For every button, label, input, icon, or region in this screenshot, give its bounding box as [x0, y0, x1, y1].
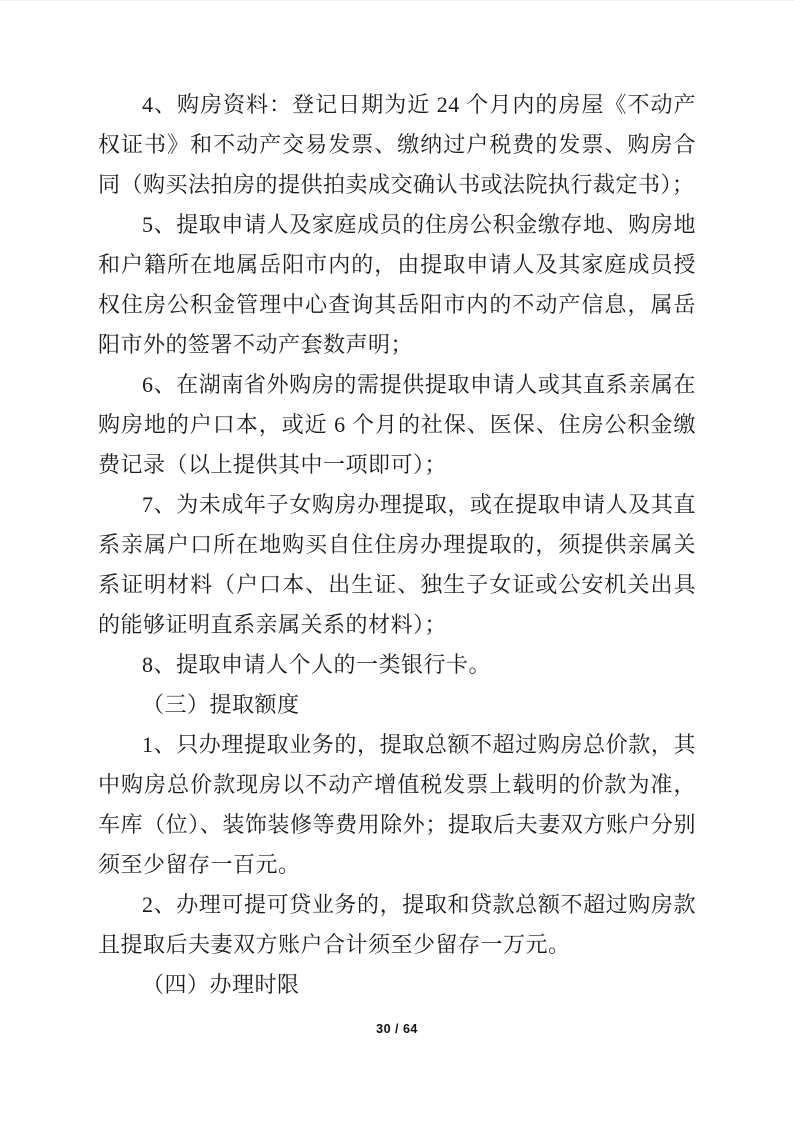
page-number: 30 / 64	[376, 1022, 418, 1036]
paragraph-out-of-province: 6、在湖南省外购房的需提供提取申请人或其直系亲属在购房地的户口本，或近 6 个月的社保、医保、住房公积金缴费记录（以上提供其中一项即可）；	[98, 372, 696, 477]
document-body	[98, 85, 696, 1005]
paragraph-purchase-documents: 4、购房资料：登记日期为近 24 个月内的房屋《不动产权证书》和不动产交易发票、缴纳过户税费的发票、购房合同（购买法拍房的提供拍卖成交确认书或法院执行裁定书）；	[98, 92, 696, 197]
section-heading-processing-time: （四）办理时限	[142, 972, 300, 997]
paragraph-withdraw-and-loan-limit: 2、办理可提可贷业务的，提取和贷款总额不超过购房款且提取后夫妻双方账户合计须至少留存一万元。	[98, 892, 696, 957]
paragraph-local-property-query: 5、提取申请人及家庭成员的住房公积金缴存地、购房地和户籍所在地属岳阳市内的，由提取申请人及其家庭成员授权住房公积金管理中心查询其岳阳市内的不动产信息，属岳阳市外的签署不动产套数声明；	[98, 212, 696, 357]
section-heading-withdrawal-quota: （三）提取额度	[142, 692, 300, 717]
paragraph-minor-children: 7、为未成年子女购房办理提取，或在提取申请人及其直系亲属户口所在地购买自住住房办理提取的，须提供亲属关系证明材料（户口本、出生证、独生子女证或公安机关出具的能够证明直系亲属关系的材料）；	[98, 492, 696, 637]
paragraph-withdrawal-only-limit: 1、只办理提取业务的，提取总额不超过购房总价款，其中购房总价款现房以不动产增值税发票上载明的价款为准，车库（位）、装饰装修等费用除外；提取后夫妻双方账户分别须至少留存一百元。	[98, 732, 696, 877]
paragraph-bank-card: 8、提取申请人个人的一类银行卡。	[142, 652, 492, 677]
